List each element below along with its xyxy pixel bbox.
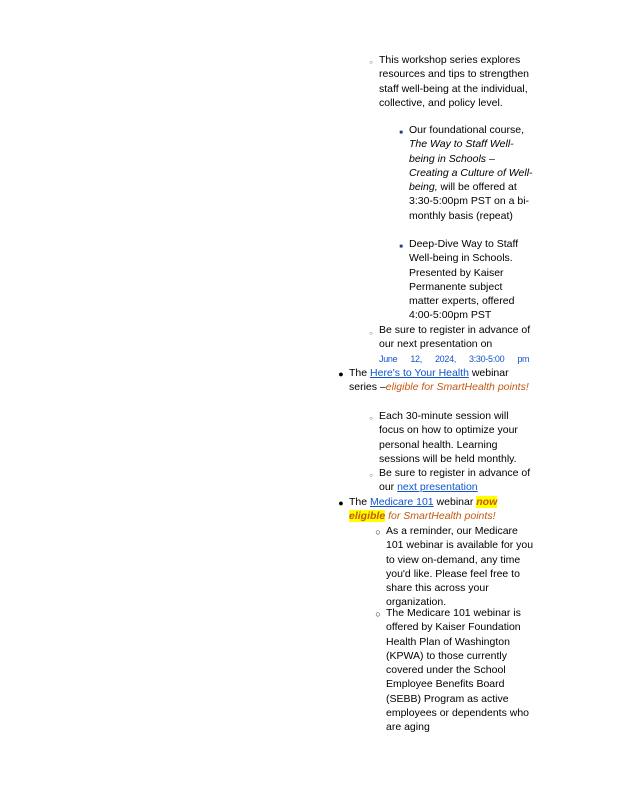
date-part: 3:30-5:00 xyxy=(468,354,505,364)
webinar-series-text: webinar series – xyxy=(349,367,509,394)
the-text: The xyxy=(349,367,371,379)
ring-bullet-icon: ○ xyxy=(375,527,381,537)
date-part: 2024, xyxy=(434,354,456,364)
date-part: June xyxy=(379,354,398,364)
medicare-offered: The Medicare 101 webinar is offered by Kaiser Foundation Health Plan of Washington (KPWA) to those currently covered under the School Employee Benefits Board (SEBB) Program as active employees or dependents who are aging xyxy=(386,607,530,734)
foundational-course-item xyxy=(409,123,535,223)
medicare-reminder: As a reminder, our Medicare 101 webinar is available for you to view on-demand, any time you'd like. Please feel free to share this across your organization. xyxy=(386,525,534,609)
date-part: 12, xyxy=(410,354,422,364)
circle-bullet-icon: ○ xyxy=(369,473,373,479)
heres-to-your-health-item xyxy=(349,366,535,395)
session-description: Each 30-minute session will focus on how to optimize your personal health. Learning sessions will be held monthly. xyxy=(379,410,518,465)
foundational-course-title: The Way to Staff Well-being in Schools – Creating a Culture of Well-being, xyxy=(409,138,533,194)
register-text: Be sure to register in advance of our xyxy=(379,467,531,494)
foundational-prefix: Our foundational course, xyxy=(409,124,524,136)
deep-dive-item: Deep-Dive Way to Staff Well-being in Schools. Presented by Kaiser Permanente subject matter experts, offered 4:00-5:00pm PST xyxy=(409,238,519,322)
ring-bullet-icon: ○ xyxy=(375,609,381,619)
disc-bullet-icon: ● xyxy=(338,369,344,379)
heres-to-your-health-link[interactable]: Here's to Your Health xyxy=(370,367,469,379)
circle-bullet-icon: ○ xyxy=(369,416,373,422)
workshop-register-date-link[interactable] xyxy=(379,352,535,366)
health-register-item xyxy=(379,466,535,495)
the-text: The xyxy=(349,496,371,508)
next-presentation-link[interactable]: next presentation xyxy=(397,481,478,494)
foundational-suffix: will be offered at 3:30-5:00pm PST on a bi-monthly basis (repeat) xyxy=(409,181,530,222)
now-eligible-highlight: now eligible xyxy=(349,496,498,523)
date-part: pm xyxy=(517,354,530,364)
medicare-101-link[interactable]: Medicare 101 xyxy=(370,496,434,508)
medicare-item xyxy=(349,495,535,524)
smarthealth-eligible-text: eligible for SmartHealth points! xyxy=(385,381,529,394)
webinar-text: webinar xyxy=(433,496,477,508)
circle-bullet-icon: ○ xyxy=(369,331,373,337)
workshop-register-text: Be sure to register in advance of our next presentation on xyxy=(379,324,531,351)
disc-bullet-icon: ● xyxy=(338,498,344,508)
smarthealth-points-text: for SmartHealth points! xyxy=(385,510,496,523)
workshop-intro: This workshop series explores resources and tips to strengthen staff well-being at the individual, collective, and policy level. xyxy=(379,54,530,109)
square-bullet-icon: ■ xyxy=(399,130,403,136)
square-bullet-icon: ■ xyxy=(399,244,403,250)
circle-bullet-icon: ○ xyxy=(369,60,373,66)
